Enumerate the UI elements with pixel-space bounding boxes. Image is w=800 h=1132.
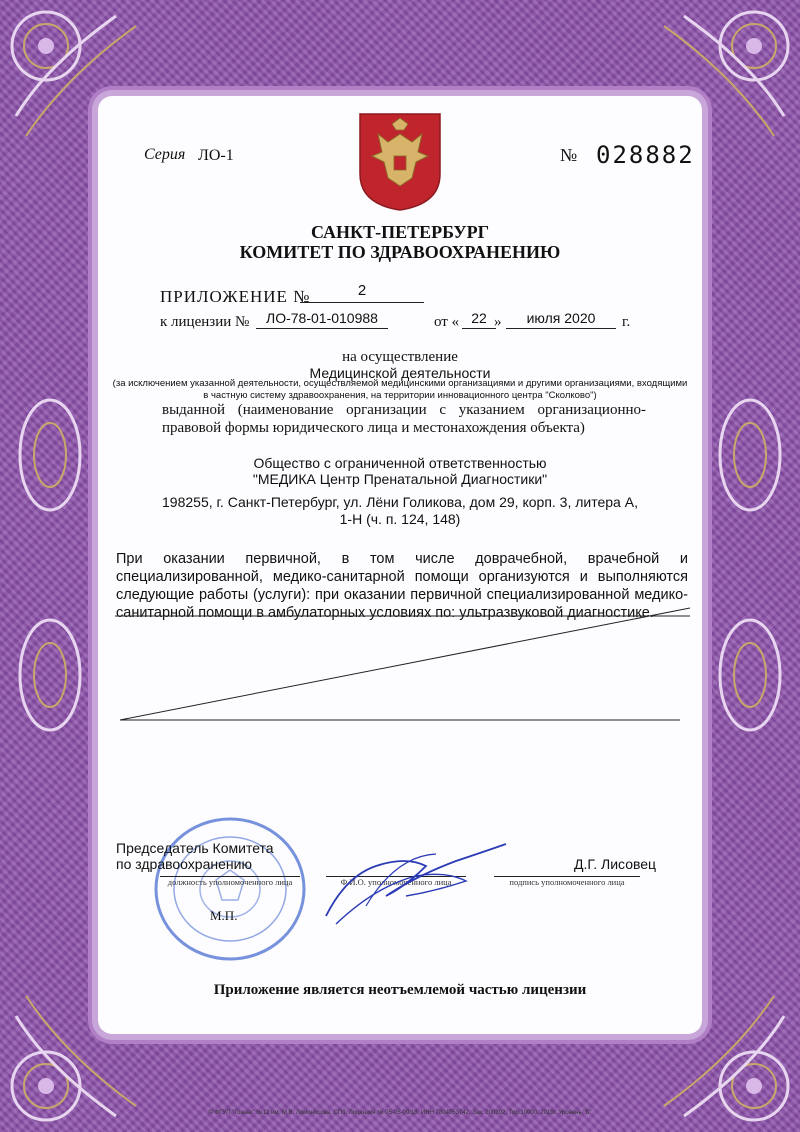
signer-position-line1: Председатель Комитета [116, 840, 274, 856]
side-ornament-icon [710, 390, 790, 520]
committee-title: КОМИТЕТ ПО ЗДРАВООХРАНЕНИЮ [239, 242, 561, 262]
caption-position: должность уполномоченного лица [167, 877, 293, 887]
organization-address-line2: 1-Н (ч. п. 124, 148) [339, 511, 461, 527]
license-number: ЛО-78-01-010988 [266, 310, 378, 326]
activity-note: (за исключением указанной деятельности, осуществляемой медицинскими организациями и другими организациями, входящими в частную систему здравоохранения, на территории инновационного центра "Сколково") [112, 378, 688, 401]
appendix-label: ПРИЛОЖЕНИЕ № [160, 287, 311, 306]
series-label: Серия [144, 146, 186, 163]
date-from-label: от « [434, 314, 460, 330]
date-day: 22 [471, 310, 487, 326]
coat-of-arms-icon [358, 112, 442, 212]
appendix-number-underline [300, 302, 424, 303]
license-number-underline [256, 328, 388, 329]
issued-to-label: выданной (наименование организации с указанием организационно-правовой формы юридического лица и местонахождения объекта) [162, 402, 646, 436]
number-label: № [560, 145, 578, 165]
printer-imprint: © ФГУП "Гознак" №12 им. М.В. Ломоносова, СПб. Лицензия № 05-05-09/18, ИНН 7804053742, Зак. 200392, Тир.10000, 2019г. Уровень "Б" [208, 1110, 592, 1116]
signer-position-line2: по здравоохранению [116, 856, 252, 872]
organization-address-line1: 198255, г. Санкт-Петербург, ул. Лёни Голикова, дом 29, корп. 3, литера А, [162, 494, 638, 510]
date-day-underline [462, 328, 496, 329]
caption-name: Ф.И.О. уполномоченного лица [340, 877, 452, 887]
organization-type: Общество с ограниченной ответственностью [253, 455, 547, 471]
year-suffix: г. [622, 314, 631, 330]
side-ornament-icon [10, 610, 90, 740]
organization-name: "МЕДИКА Центр Пренатальной Диагностики" [252, 471, 548, 487]
appendix-number: 2 [357, 282, 367, 299]
license-label: к лицензии № [160, 314, 250, 330]
date-month-underline [506, 328, 616, 329]
strike-through-lines [115, 606, 690, 724]
seal-place-label: М.П. [210, 908, 238, 923]
handwritten-signature-icon [316, 836, 516, 928]
signer-name: Д.Г. Лисовец [574, 856, 657, 872]
date-day-close: » [494, 314, 502, 330]
form-number: 028882 [596, 141, 695, 169]
caption-signature: подпись уполномоченного лица [509, 877, 625, 887]
activity-intro: на осуществление [342, 349, 458, 365]
side-ornament-icon [10, 390, 90, 520]
footer-note: Приложение является неотъемлемой частью лицензии [213, 982, 587, 998]
date-month-year: июля 2020 [526, 310, 596, 326]
official-seal-icon [150, 814, 310, 964]
series-value: ЛО-1 [198, 147, 234, 164]
city-title: САНКТ-ПЕТЕРБУРГ [310, 222, 490, 242]
activity-name: Медицинской деятельности [309, 365, 491, 381]
side-ornament-icon [710, 610, 790, 740]
services-text: При оказании первичной, в том числе доврачебной, врачебной и специализированной, медико-санитарной помощи организуются и выполняются следующие работы (услуги): при оказании первичной специализированной медико-санитарной помощи в амбулаторных условиях по: ультразвуковой диагностике. [116, 551, 688, 621]
